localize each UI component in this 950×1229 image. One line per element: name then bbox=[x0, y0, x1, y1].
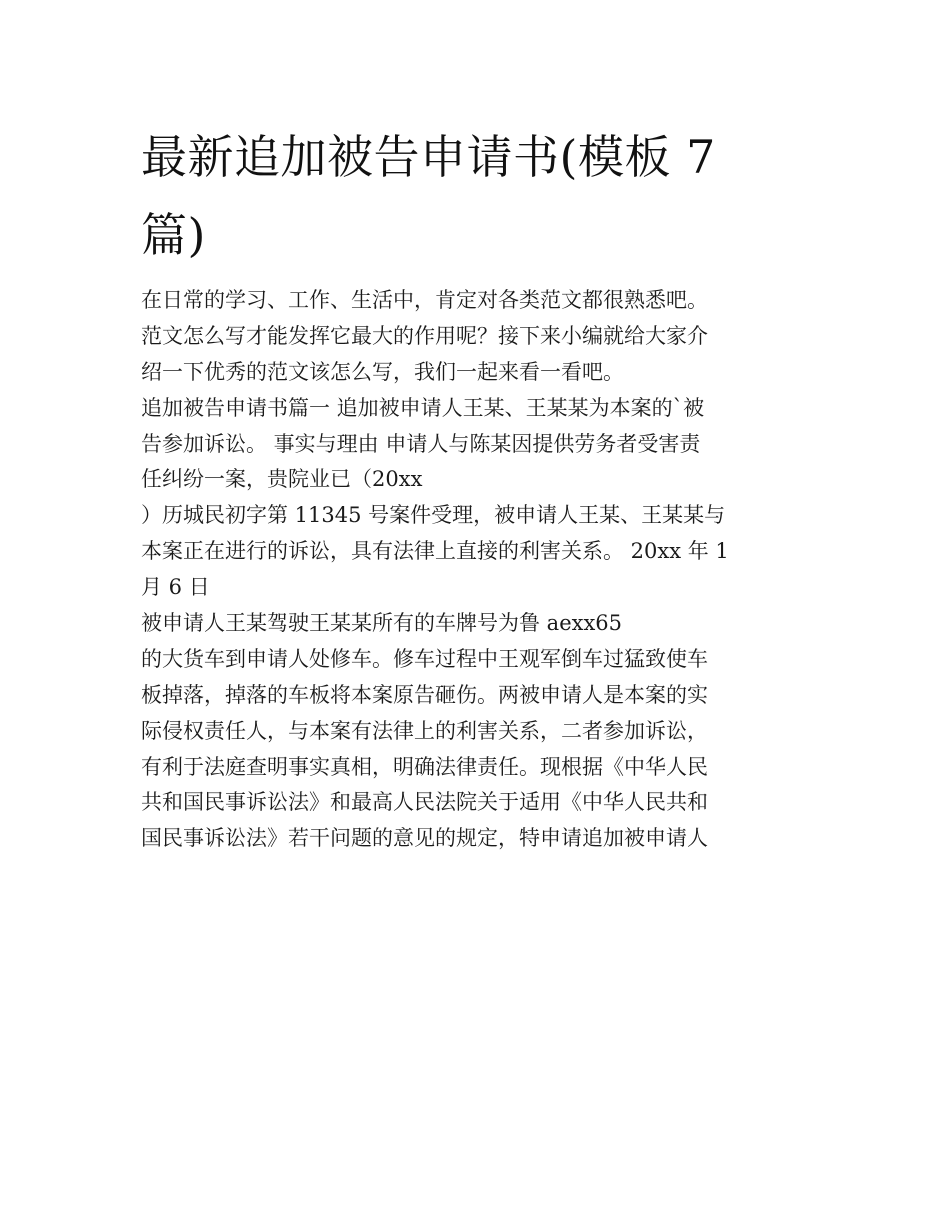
body-line: 板掉落，掉落的车板将本案原告砸伤。两被申请人是本案的实 bbox=[141, 682, 708, 707]
body-line: 告参加诉讼。 事实与理由 申请人与陈某因提供劳务者受害责 bbox=[141, 431, 701, 456]
body-line: 在日常的学习、工作、生活中，肯定对各类范文都很熟悉吧。 bbox=[141, 288, 708, 312]
body-line: 的大货车到申请人处修车。修车过程中王观军倒车过猛致使车 bbox=[141, 646, 708, 671]
document-body bbox=[141, 283, 813, 857]
document-title bbox=[141, 118, 781, 274]
body-line: 共和国民事诉讼法》和最高人民法院关于适用《中华人民共和 bbox=[141, 790, 708, 815]
body-line: 任纠纷一案，贵院业已（20xx bbox=[141, 467, 423, 492]
body-line: ）历城民初字第 11345 号案件受理，被申请人王某、王某某与 bbox=[141, 503, 726, 528]
title-line: 最新追加被告申请书(模板 7 bbox=[141, 130, 716, 184]
body-line: 本案正在进行的诉讼，具有法律上直接的利害关系。 20xx 年 1 bbox=[141, 539, 729, 564]
body-line: 月 6 日 bbox=[141, 575, 210, 600]
title-line: 篇) bbox=[141, 208, 206, 262]
body-line: 绍一下优秀的范文该怎么写，我们一起来看一看吧。 bbox=[141, 359, 624, 384]
body-line: 际侵权责任人，与本案有法律上的利害关系，二者参加诉讼， bbox=[141, 718, 708, 743]
body-line: 有利于法庭查明事实真相，明确法律责任。现根据《中华人民 bbox=[141, 754, 708, 779]
body-line: 国民事诉讼法》若干问题的意见的规定，特申请追加被申请人 bbox=[141, 826, 708, 851]
body-line: 被申请人王某驾驶王某某所有的车牌号为鲁 aexx65 bbox=[141, 611, 623, 636]
body-line: 追加被告申请书篇一 追加被申请人王某、王某某为本案的`被 bbox=[141, 395, 705, 420]
body-line: 范文怎么写才能发挥它最大的作用呢？接下来小编就给大家介 bbox=[141, 323, 708, 348]
